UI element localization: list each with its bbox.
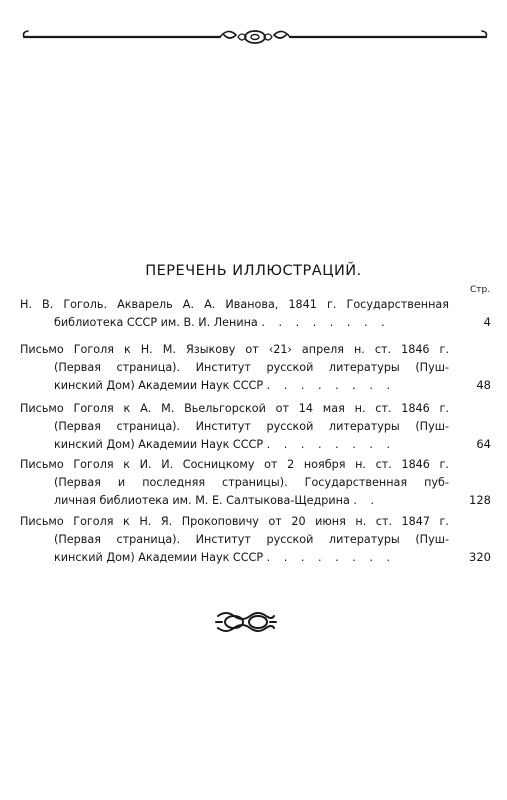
entry-line: Письмо Гоголя к Н. М. Языкову от ‹21› апреля н. ст. 1846 г. [20, 343, 449, 356]
leader-dots: . . . . . . . . [266, 438, 396, 451]
entry-line: Н. В. Гоголь. Акварель А. А. Иванова, 1841 г. Государственная [20, 298, 449, 311]
entry-line-last [54, 436, 449, 453]
entry-line-last [54, 314, 449, 331]
entry-line-text: кинский Дом) Академии Наук СССР [54, 379, 264, 392]
entry-line-text: кинский Дом) Академии Наук СССР [54, 438, 264, 451]
entry-line: (Первая страница). Институт русской литературы (Пуш- [54, 533, 449, 546]
entry-line: Письмо Гоголя к И. И. Сосницкому от 2 ноября н. ст. 1846 г. [20, 458, 449, 471]
knot-ornament-icon [214, 608, 278, 636]
page-number: 4 [483, 315, 491, 329]
leader-dots: . . [353, 494, 380, 507]
entry-line: (Первая страница). Институт русской литературы (Пуш- [54, 420, 449, 433]
entry-line: (Первая и последняя страницы). Государственная пуб- [54, 476, 449, 489]
entry-line-text: кинский Дом) Академии Наук СССР [54, 551, 264, 564]
page-column-header: Стр. [470, 285, 491, 295]
entry-line-last [54, 377, 449, 394]
page-number: 320 [469, 550, 491, 564]
entry-line-text: библиотека СССР им. В. И. Ленина [54, 316, 258, 329]
entry-line-text: личная библиотека им. М. Е. Салтыкова-Щедрина [54, 494, 350, 507]
entry-line: (Первая страница). Институт русской литературы (Пуш- [54, 361, 449, 374]
leader-dots: . . . . . . . . [266, 551, 396, 564]
page-number: 48 [476, 378, 491, 392]
entry-line-last [54, 492, 449, 509]
page-number: 64 [476, 437, 491, 451]
page-title: ПЕРЕЧЕНЬ ИЛЛЮСТРАЦИЙ. [145, 263, 362, 279]
entry-line: Письмо Гоголя к А. М. Вьельгорской от 14 мая н. ст. 1846 г. [20, 402, 449, 415]
decorative-rule-icon [20, 25, 490, 49]
page-number: 128 [469, 493, 491, 507]
leader-dots: . . . . . . . . [261, 316, 390, 329]
entry-line: Письмо Гоголя к Н. Я. Прокоповичу от 20 июня н. ст. 1847 г. [20, 515, 449, 528]
entry-line-last [54, 549, 449, 566]
leader-dots: . . . . . . . . [266, 379, 396, 392]
